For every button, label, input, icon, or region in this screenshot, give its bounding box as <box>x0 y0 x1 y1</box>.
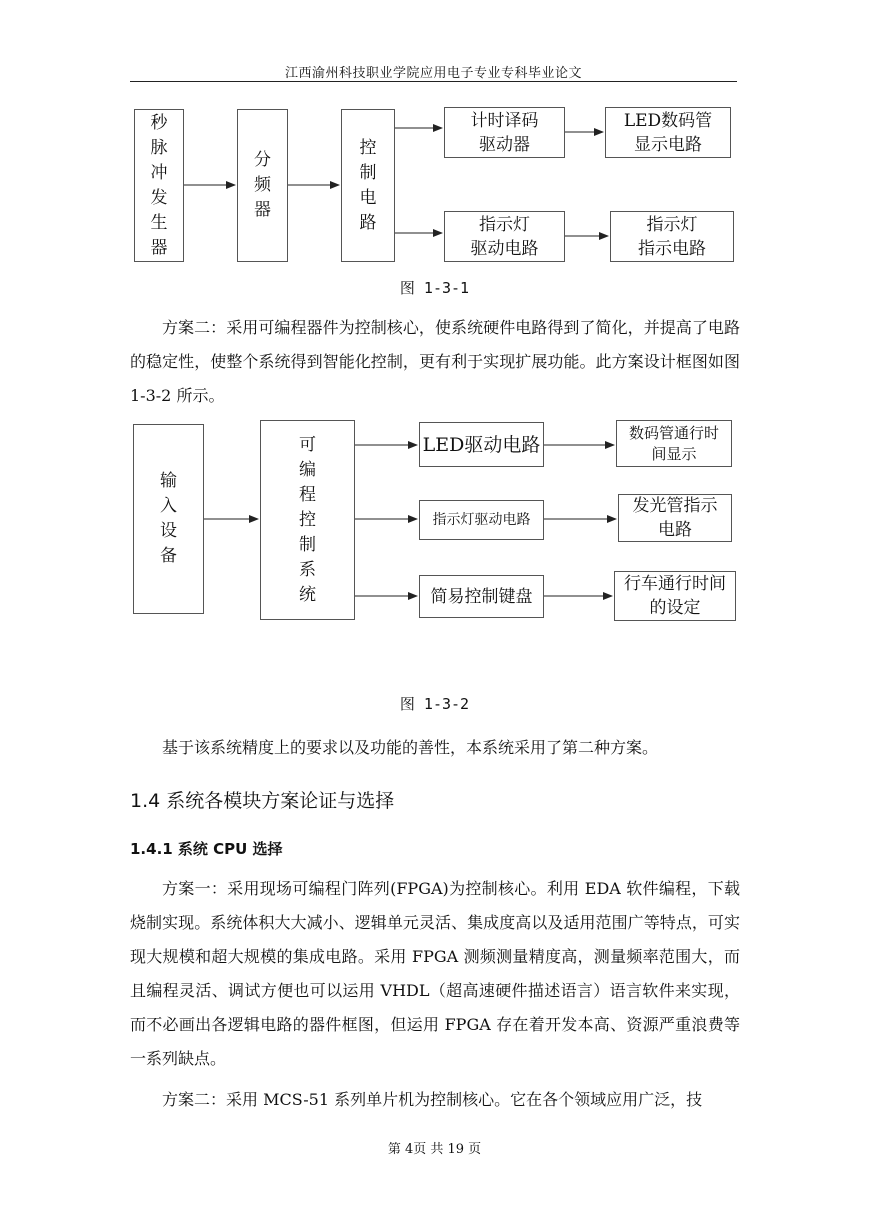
page-footer: 第 4页 共 19 页 <box>387 1142 482 1157</box>
paragraph-fpga: 方案一：采用现场可编程门阵列(FPGA)为控制核心。利用 EDA 软件编程，下载烧制实现。系统体积大大减小、逻辑单元灵活、集成度高以及适用范围广等特点，可实现大规模和超大规模的集成电路。采用 FPGA 测频测量精度高，测量频率范围大，而且编程灵活、调试方便也可以运用 VHDL（超高速硬件描述语言）语言软件来实现，而不必画出各逻辑电路的器件框图，但运用 FPGA 存在着开发本高、资源严重浪费等一系列缺点。 <box>130 879 740 1068</box>
box-led-display-label: LED数码管 显示电路 <box>623 110 713 155</box>
box-lamp-indicator-label: 指示灯 指示电路 <box>638 214 706 259</box>
paragraph-conclusion: 基于该系统精度上的要求以及功能的善性，本系统采用了第二种方案。 <box>162 738 659 757</box>
box-time-display <box>616 420 732 467</box>
box-input-device-label: 输入设备 <box>160 471 177 566</box>
box-time-setting-label: 行车通行时间 的设定 <box>624 574 726 618</box>
subsection-heading: 1.4.1 系统 CPU 选择 <box>130 840 283 858</box>
box-led-driver-label: LED驱动电路 <box>422 433 541 456</box>
box-programmable-control <box>260 420 355 620</box>
figure1-caption: 图 1-3-1 <box>399 279 470 297</box>
box-lamp-driver-2 <box>419 500 544 540</box>
box-keyboard <box>419 575 544 618</box>
paragraph-mcs51: 方案二：采用 MCS-51 系列单片机为控制核心。它在各个领域应用广泛，技 <box>162 1090 703 1109</box>
box-input-device <box>133 424 204 614</box>
box-keyboard-label: 简易控制键盘 <box>430 586 533 607</box>
paragraph-scheme-two: 方案二：采用可编程器件为控制核心，使系统硬件电路得到了简化，并提高了电路的稳定性，使整个系统得到智能化控制，更有利于实现扩展功能。此方案设计框图如图 1-3-2 所示。 <box>130 318 740 405</box>
box-time-setting <box>614 571 736 621</box>
box-led-driver <box>419 422 544 467</box>
box-frequency-divider-label: 分频器 <box>254 150 271 220</box>
box-lamp-driver-2-label: 指示灯驱动电路 <box>432 512 531 528</box>
box-lamp-driver-label: 指示灯 驱动电路 <box>470 214 539 259</box>
box-time-display-label: 数码管通行时 间显示 <box>628 423 719 463</box>
box-timer-decoder-label: 计时译码 驱动器 <box>470 110 539 155</box>
section-heading: 1.4 系统各模块方案论证与选择 <box>130 790 395 812</box>
box-led-indicator-label: 发光管指示 电路 <box>632 496 718 540</box>
box-programmable-control-label: 可编程控制系统 <box>299 434 316 605</box>
box-pulse-generator-label: 秒脉冲发生器 <box>150 112 168 258</box>
box-control-circuit-label: 控制电路 <box>359 137 377 233</box>
box-led-indicator <box>618 494 732 542</box>
page-header: 江西渝州科技职业学院应用电子专业专科毕业论文 <box>284 66 582 81</box>
figure2-caption: 图 1-3-2 <box>399 695 470 713</box>
